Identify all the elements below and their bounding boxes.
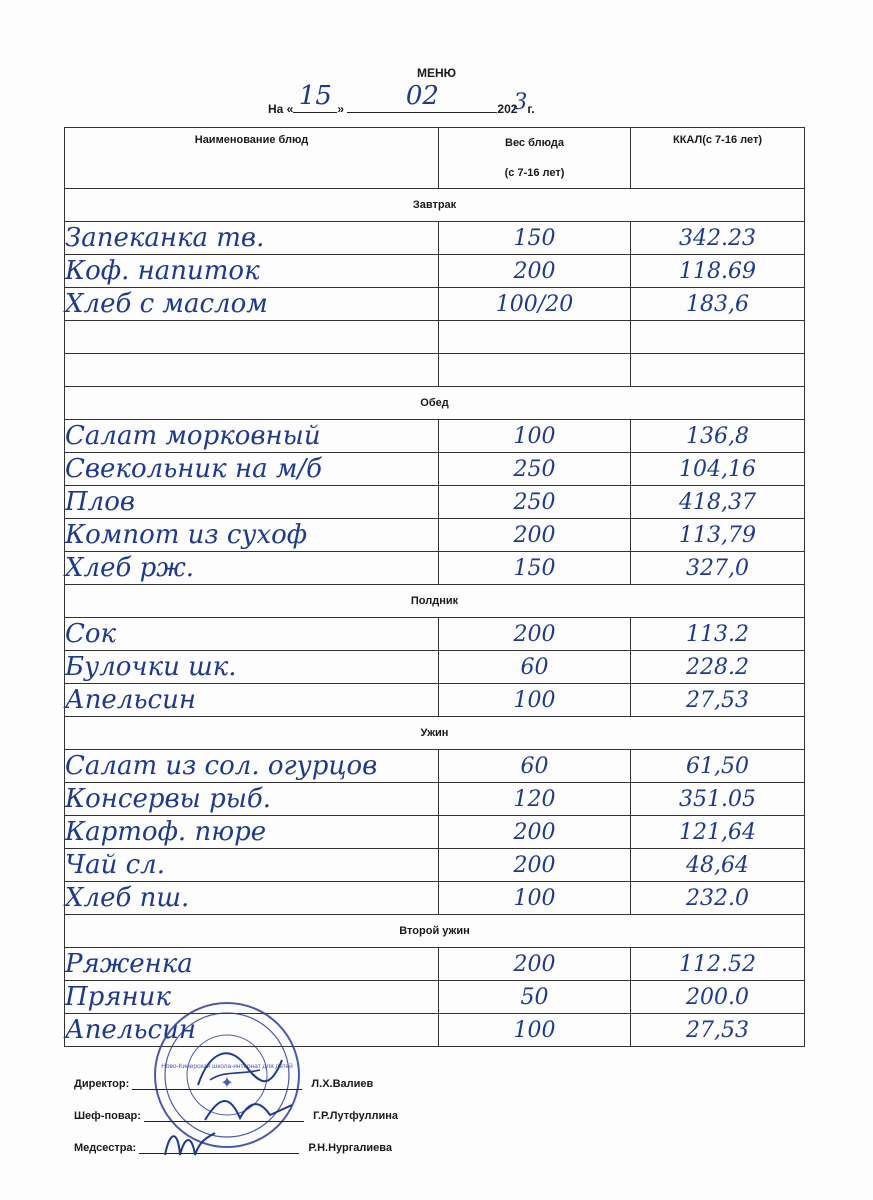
date-mid: » <box>337 102 345 116</box>
weight-cell: 120 <box>439 783 631 816</box>
kcal-cell: 418,37 <box>631 486 805 519</box>
menu-body <box>65 189 805 1047</box>
kcal-cell: 121,64 <box>631 816 805 849</box>
dish-cell: Консервы рыб. <box>65 783 439 816</box>
weight-cell: 100/20 <box>439 288 631 321</box>
weight-cell: 200 <box>439 816 631 849</box>
weight-header-line1: Вес блюда <box>505 137 564 149</box>
dish-cell <box>65 321 439 354</box>
dish-cell: Картоф. пюре <box>65 816 439 849</box>
table-row <box>65 882 805 915</box>
kcal-cell: 342.23 <box>631 222 805 255</box>
weight-cell: 200 <box>439 948 631 981</box>
date-prefix: На « <box>268 102 294 116</box>
table-header <box>65 128 805 189</box>
section-title: Полдник <box>65 585 805 618</box>
dish-cell: Пряник <box>65 981 439 1014</box>
month-field <box>347 81 497 113</box>
signature-name: Г.Р.Лутфуллина <box>313 1110 399 1122</box>
dish-cell: Компот из сухоф <box>65 519 439 552</box>
weight-cell <box>439 354 631 387</box>
document-title: МЕНЮ <box>416 66 457 80</box>
weight-cell: 150 <box>439 552 631 585</box>
kcal-cell: 228.2 <box>631 651 805 684</box>
dish-cell: Свекольник на м/б <box>65 453 439 486</box>
section-row <box>65 189 805 222</box>
kcal-cell: 27,53 <box>631 1014 805 1047</box>
nurse-signature-mark <box>160 1125 220 1165</box>
year-prefix: 202 <box>497 102 518 116</box>
dish-cell: Апельсин <box>65 684 439 717</box>
signature-nurse <box>74 1141 392 1154</box>
kcal-cell <box>631 354 805 387</box>
column-kcal-header: ККАЛ(с 7-16 лет) <box>631 128 805 189</box>
table-row <box>65 816 805 849</box>
month-value: 02 <box>405 81 439 111</box>
signature-role: Медсестра: <box>74 1142 137 1154</box>
menu-table <box>64 127 805 1047</box>
kcal-cell: 113.2 <box>631 618 805 651</box>
table-row <box>65 618 805 651</box>
dish-cell: Булочки шк. <box>65 651 439 684</box>
signature-name: Л.Х.Валиев <box>311 1078 374 1090</box>
dish-cell <box>65 354 439 387</box>
kcal-cell: 232.0 <box>631 882 805 915</box>
dish-cell: Ряженка <box>65 948 439 981</box>
weight-cell <box>439 321 631 354</box>
table-row <box>65 453 805 486</box>
table-row <box>65 222 805 255</box>
kcal-cell: 351.05 <box>631 783 805 816</box>
section-row <box>65 717 805 750</box>
section-title: Обед <box>65 387 805 420</box>
day-field <box>293 81 337 113</box>
column-name-header: Наименование блюд <box>65 128 439 189</box>
dish-cell: Плов <box>65 486 439 519</box>
weight-cell: 200 <box>439 255 631 288</box>
day-value: 15 <box>298 81 332 111</box>
svg-text:✦: ✦ <box>220 1075 234 1092</box>
table-row <box>65 321 805 354</box>
kcal-cell: 200.0 <box>631 981 805 1014</box>
dish-cell: Салат из сол. огурцов <box>65 750 439 783</box>
date-line <box>268 81 535 116</box>
weight-cell: 60 <box>439 651 631 684</box>
weight-cell: 100 <box>439 684 631 717</box>
section-title: Ужин <box>65 717 805 750</box>
weight-cell: 100 <box>439 882 631 915</box>
table-row <box>65 519 805 552</box>
dish-cell: Сок <box>65 618 439 651</box>
kcal-cell <box>631 321 805 354</box>
section-row <box>65 585 805 618</box>
weight-cell: 150 <box>439 222 631 255</box>
signature-role: Директор: <box>74 1078 130 1090</box>
section-row <box>65 387 805 420</box>
kcal-cell: 183,6 <box>631 288 805 321</box>
kcal-cell: 27,53 <box>631 684 805 717</box>
kcal-cell: 104,16 <box>631 453 805 486</box>
weight-cell: 60 <box>439 750 631 783</box>
weight-cell: 200 <box>439 519 631 552</box>
dish-cell: Хлеб с маслом <box>65 288 439 321</box>
table-row <box>65 948 805 981</box>
signature-role: Шеф-повар: <box>74 1110 141 1122</box>
section-title: Завтрак <box>65 189 805 222</box>
stamp-text: Ново-Кинерская школа-интернат для детей <box>161 1063 293 1070</box>
weight-cell: 250 <box>439 486 631 519</box>
table-row <box>65 783 805 816</box>
dish-cell: Салат морковный <box>65 420 439 453</box>
kcal-cell: 113,79 <box>631 519 805 552</box>
dish-cell: Апельсин <box>65 1014 439 1047</box>
kcal-cell: 112.52 <box>631 948 805 981</box>
kcal-cell: 327,0 <box>631 552 805 585</box>
weight-cell: 100 <box>439 420 631 453</box>
table-row <box>65 288 805 321</box>
table-row <box>65 849 805 882</box>
dish-cell: Запеканка тв. <box>65 222 439 255</box>
table-row <box>65 750 805 783</box>
table-row <box>65 651 805 684</box>
section-title: Второй ужин <box>65 915 805 948</box>
kcal-cell: 48,64 <box>631 849 805 882</box>
year-digit: 3 <box>513 90 528 115</box>
kcal-cell: 136,8 <box>631 420 805 453</box>
weight-cell: 50 <box>439 981 631 1014</box>
dish-cell: Коф. напиток <box>65 255 439 288</box>
date-suffix: г. <box>527 102 535 116</box>
kcal-cell: 118.69 <box>631 255 805 288</box>
kcal-cell: 61,50 <box>631 750 805 783</box>
column-weight-header <box>439 128 631 189</box>
signature-name: Р.Н.Нургалиева <box>308 1142 393 1154</box>
table-row <box>65 354 805 387</box>
table-row <box>65 420 805 453</box>
weight-cell: 200 <box>439 849 631 882</box>
weight-cell: 250 <box>439 453 631 486</box>
dish-cell: Хлеб пш. <box>65 882 439 915</box>
table-row <box>65 552 805 585</box>
section-row <box>65 915 805 948</box>
chef-signature-mark <box>200 1090 300 1130</box>
weight-cell: 200 <box>439 618 631 651</box>
weight-cell: 100 <box>439 1014 631 1047</box>
dish-cell: Хлеб рж. <box>65 552 439 585</box>
weight-header-line2: (с 7-16 лет) <box>504 167 565 179</box>
table-row <box>65 255 805 288</box>
table-row <box>65 486 805 519</box>
table-row <box>65 684 805 717</box>
dish-cell: Чай сл. <box>65 849 439 882</box>
